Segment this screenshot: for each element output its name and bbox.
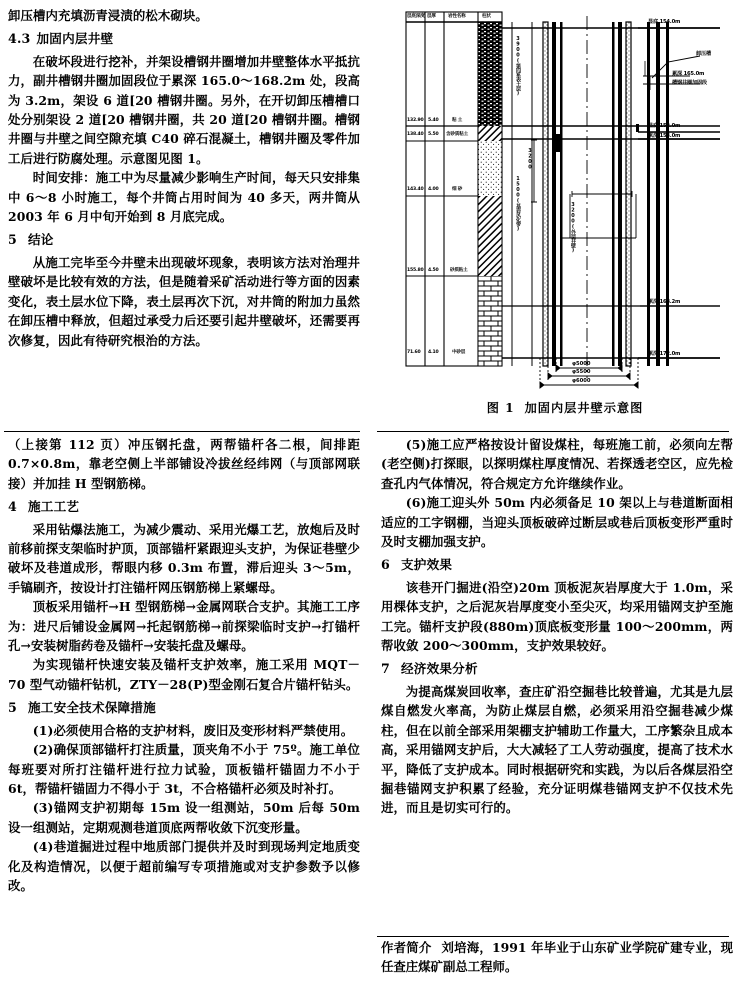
inner-dimension-3200: 3200 bbox=[527, 148, 533, 170]
paragraph-7-1: 为提高煤炭回收率，查庄矿沿空掘巷比较普遍，尤其是九层煤自燃发火率高，为防止煤层自燃，必须采用沿空掘巷减少煤柱，但在以前全部采用架棚支护辅助工作量大，工序繁杂且成本高，采用锚网支护后，大大减轻了工人劳动强度，提高了技术水平，降低了支护成本。同时根据研究和实践，为以后各煤层沿空掘巷锚网支护积累了经验，充分证明煤巷锚网支护不仅技术先进，而且是切实可行的。 bbox=[381, 683, 733, 816]
annotation-wall-damage-zone: 显底 152.0m bbox=[648, 123, 681, 129]
heading-5-safety bbox=[8, 698, 360, 717]
vertical-label-outer-wall: 3200(外层井壁) bbox=[570, 202, 576, 253]
heading-4-number: 4 bbox=[8, 499, 17, 515]
figure-caption bbox=[400, 399, 730, 416]
heading-7-number: 7 bbox=[381, 661, 390, 677]
heading-5-title: 结论 bbox=[28, 232, 54, 248]
paragraph-5-item-5: (5)施工应严格按设计留设煤柱，每班施工前，必须向左帮(老空侧)打探眼，以探明煤柱厚度情况、若探透老空区，应先检查孔内气体情况，符合规定方允许继续作业。 bbox=[381, 437, 733, 491]
strata-depth-4: 71.60 bbox=[407, 350, 421, 355]
strata-name-3: 砂质粘土 bbox=[450, 268, 468, 273]
strata-thick-0: 5.40 bbox=[428, 118, 439, 123]
author-bio-label: 作者简介 bbox=[381, 940, 432, 955]
paragraph-4-3-2: 时间安排：施工中为尽量减少影响生产时间，每天只安排集中 6～8 小时施工，每个井筒占用时间为 40 多天，两井筒从 2003 年 6 月中旬开始到 8 月底完成。 bbox=[8, 170, 360, 225]
paragraph-5-item-6: (6)施工迎头外 50m 内必须备足 10 架以上与巷道断面相适应的工字钢棚，当迎头顶板破碎过断层或巷后顶板变形严重时及时支棚加强支护。 bbox=[381, 495, 733, 550]
lead-line: 卸压槽内充填沥青浸渍的松木砌块。 bbox=[8, 8, 208, 23]
annotation-depth-172: 累深 172.0m bbox=[648, 351, 681, 357]
strata-thick-2: 4.00 bbox=[428, 187, 439, 192]
strata-depth-1: 138.40 bbox=[407, 132, 424, 137]
left-column bbox=[8, 435, 360, 995]
heading-4-3 bbox=[8, 29, 360, 48]
paragraph-4-3: 为实现锚杆快速安装及锚杆支护效率，施工采用 MQT－70 型气动锚杆钻机，ZTY－28(P)型金刚石复合片锚杆钻头。 bbox=[8, 657, 360, 692]
strata-thick-4: 4.10 bbox=[428, 350, 439, 355]
paragraph-5-1: 从施工完毕至今井壁未出现破坏现象，表明该方法对治理井壁破坏是比较有效的方法，但是随着采矿活动进行等方面的因素变化，表土层水位下降，表土层再次下沉，对井筒的附加力虽然在卸压槽中释放，但超过承受力后还要引起井壁破坏，还需要再次修复，因此有待研究根治的方法。 bbox=[8, 254, 360, 348]
annotation-depth-153: 累深 153.0m bbox=[648, 133, 681, 139]
annotation-depth-1682: 累深 168.2m bbox=[648, 299, 681, 305]
paragraph-6-1: 该巷开门掘进(沿空)20m 顶板泥灰岩厚度大于 1.0m，采用棵体支护，之后泥灰岩厚度变小至尖灭，均采用锚网支护至施工完。锚杆支护段(880m)顶底板变形量 100～200mm，两帮收敛 200～300mm，支护效果较好。 bbox=[381, 579, 733, 654]
annotation-channel-ring-zone: 槽钢井圈加固段 bbox=[672, 80, 707, 86]
paragraph-5-item-4: (4)巷道掘进过程中地质部门提供并及时到现场判定地质变化及构造情况，以便于超前编写专项措施或对支护参数予以修改。 bbox=[8, 839, 360, 893]
heading-6-title: 支护效果 bbox=[401, 557, 453, 573]
column-rule-left-top bbox=[4, 431, 360, 432]
top-left-text-column bbox=[8, 6, 360, 350]
figure-caption-number: 图 1 bbox=[486, 401, 515, 415]
paragraph-4-1: 采用钻爆法施工，为减少震动、采用光爆工艺，放炮后及时前移前探支架临时护顶，顶部锚杆紧跟迎头支护，为保证巷壁少破坏及巷道成形，帮眼内移 0.3m 布置，滞后迎头 3～5m，手镐刷齐，按设计打注锚杆网压钢筋梯上紧螺母。 bbox=[8, 521, 360, 595]
heading-4-title: 施工工艺 bbox=[28, 499, 80, 515]
paragraph-5-item-2: (2)确保顶部锚杆打注质量，顶夹角不小于 75º。施工单位每班要对所打注锚杆进行拉力试验，顶板锚杆锚固力不小于 6t，帮锚杆锚固力不得小于 3t，不合格锚杆必须及时补打。 bbox=[8, 742, 360, 796]
strata-depth-3: 155.80 bbox=[407, 268, 424, 273]
heading-6-support-effect bbox=[381, 555, 733, 574]
heading-7-title: 经济效果分析 bbox=[401, 661, 478, 677]
heading-4-3-title: 加固内层井壁 bbox=[36, 31, 114, 47]
paragraph-4-3-1: 在破坏段进行挖补，并架设槽钢井圈增加井壁整体水平抵抗力，副井槽钢井圈加固段位于累深 165.0～168.2m 处，段高为 3.2m，架设 6 道[20 槽钢井圈。另外，在开切卸压槽槽口处分别架设 2 道[20 槽钢井圈，共 20 道[20 槽钢井圈。槽钢井圈与井壁之间空隙充填 C40 碎石混凝土，槽钢井圈及零件加工后进行防腐处理。示意图见图 1。 bbox=[8, 53, 360, 166]
heading-7-economic bbox=[381, 659, 733, 678]
author-bio bbox=[381, 938, 733, 977]
heading-5-number: 5 bbox=[8, 232, 17, 248]
annotation-depth-165: 累深 165.0m bbox=[672, 71, 705, 77]
vertical-label-topsoil: 3900(第四系表土层) bbox=[515, 36, 521, 96]
table-header-depth: 层底深度 bbox=[407, 14, 425, 19]
strata-depth-0: 132.90 bbox=[407, 118, 424, 123]
paragraph-5-item-3: (3)锚网支护初期每 15m 设一组测站，50m 后每 50m 设一组测站，定期观测巷道顶底两帮收敛下沉变形量。 bbox=[8, 800, 360, 835]
dimension-5500: φ5500 bbox=[572, 369, 591, 375]
paragraph-4-2: 顶板采用锚杆→H 型钢筋梯→金属网联合支护。其施工工序为：进尺后铺设金属网→托起钢筋梯→前探梁临时支护→打锚杆孔→安装树脂药卷及锚杆→安装托盘及螺母。 bbox=[8, 599, 360, 654]
annotation-relief-groove: 卸压槽 bbox=[696, 51, 711, 57]
strata-name-0: 粘 土 bbox=[452, 118, 463, 123]
heading-5-conclusion bbox=[8, 230, 360, 249]
vertical-label-weathered: 1500(基岩风化带) bbox=[515, 176, 521, 232]
drawing-svg bbox=[400, 6, 730, 396]
heading-6-number: 6 bbox=[381, 557, 390, 573]
figure-caption-title: 加固内层井壁示意图 bbox=[524, 401, 644, 415]
heading-4-3-number: 4.3 bbox=[8, 31, 31, 47]
continued-note: （上接第 112 页）冲压钢托盘，两帮锚杆各二根，间排距 0.7×0.8m，靠老空侧上半部铺设冷拔丝经纬网（与顶部网联接）并加挂 H 型钢筋梯。 bbox=[8, 437, 360, 491]
strata-thick-3: 4.50 bbox=[428, 268, 439, 273]
figure-1 bbox=[400, 6, 730, 418]
strata-name-1: 含砂质粘土 bbox=[446, 132, 468, 137]
strata-name-4: 中砂层 bbox=[452, 350, 466, 355]
column-rule-right-top bbox=[377, 431, 729, 432]
strata-depth-2: 143.40 bbox=[407, 187, 424, 192]
shaft-wall-drawing bbox=[400, 6, 730, 396]
strata-name-2: 细 砂 bbox=[452, 187, 463, 192]
heading-5-safety-title: 施工安全技术保障措施 bbox=[28, 700, 156, 716]
table-header-column: 柱状 bbox=[482, 14, 491, 19]
heading-4-construction bbox=[8, 497, 360, 516]
dimension-6000: φ6000 bbox=[572, 378, 591, 384]
heading-5-safety-number: 5 bbox=[8, 700, 17, 716]
dimension-5000: φ5000 bbox=[572, 361, 591, 367]
strata-thick-1: 5.50 bbox=[428, 132, 439, 137]
author-bio-text: 刘培海，1991 年毕业于山东矿业学院矿建专业，现任查庄煤矿副总工程师。 bbox=[381, 940, 733, 975]
table-header-lithology: 岩性名称 bbox=[448, 14, 466, 19]
top-zone bbox=[0, 0, 733, 420]
annotation-surface-level: 显底 154.0m bbox=[648, 19, 681, 25]
table-header-thickness: 层厚 bbox=[427, 14, 436, 19]
right-column bbox=[381, 435, 733, 995]
paragraph-5-item-1: (1)必须使用合格的支护材料，废旧及变形材料严禁使用。 bbox=[32, 722, 354, 738]
